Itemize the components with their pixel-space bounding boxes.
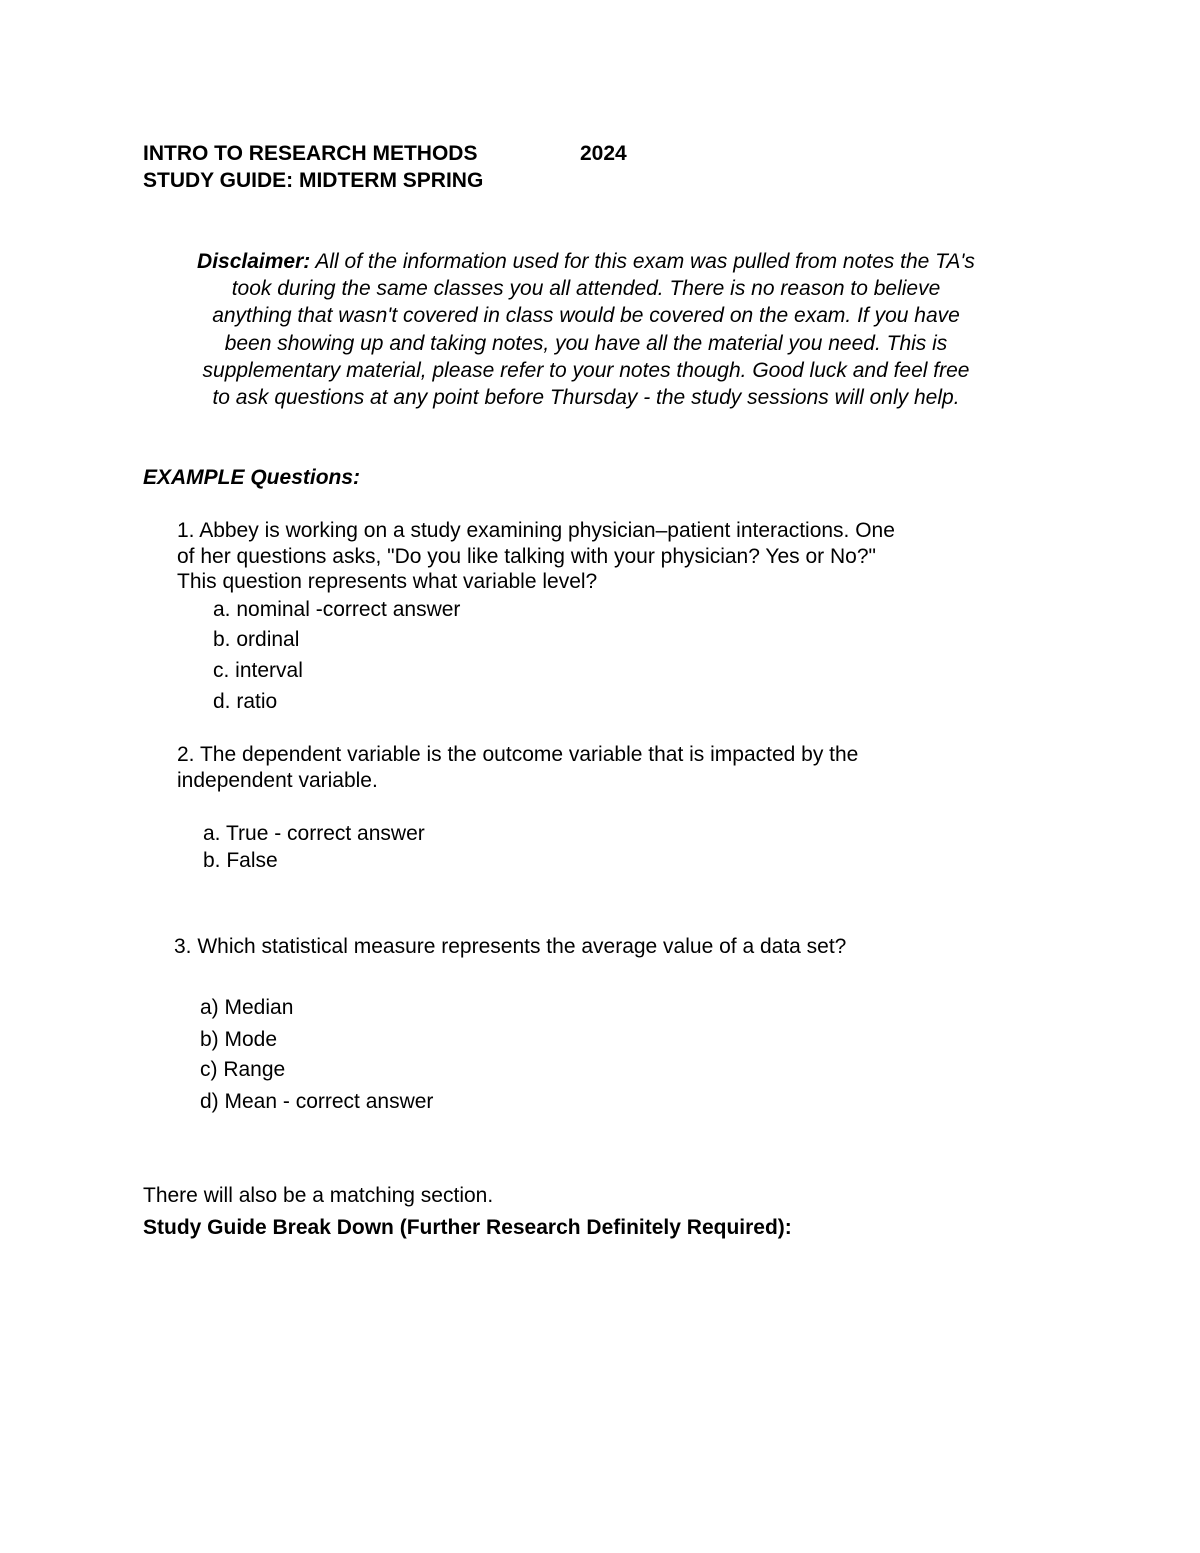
disclaimer-line-1 xyxy=(140,248,1032,275)
disclaimer-line-3: anything that wasn't covered in class would be covered on the exam. If you have xyxy=(212,304,960,328)
q3-option-a: a) Median xyxy=(200,996,294,1019)
q1-option-c: c. interval xyxy=(213,659,303,682)
question-1 xyxy=(177,518,895,595)
disclaimer xyxy=(140,248,1032,411)
disclaimer-line-2: took during the same classes you all attended. There is no reason to believe xyxy=(231,277,941,301)
course-year: 2024 xyxy=(580,142,627,165)
matching-note: There will also be a matching section. xyxy=(143,1184,494,1207)
q2-option-a: a. True - correct answer xyxy=(203,822,425,845)
question-3 xyxy=(174,934,846,960)
guide-subtitle: STUDY GUIDE: MIDTERM SPRING xyxy=(143,169,484,192)
question-3-line: 3. Which statistical measure represents the average value of a data set? xyxy=(174,935,847,958)
q1-option-b: b. ordinal xyxy=(213,628,300,651)
q3-option-b: b) Mode xyxy=(200,1028,278,1051)
question-2 xyxy=(177,742,858,793)
q1-option-d: d. ratio xyxy=(213,690,278,713)
question-1-line: 1. Abbey is working on a study examining physician–patient interactions. One xyxy=(177,519,895,542)
disclaimer-text: All of the information used for this exam was pulled from notes the TA's xyxy=(315,250,975,273)
examples-heading: EXAMPLE Questions: xyxy=(143,466,361,489)
disclaimer-line-5: supplementary material, please refer to your notes though. Good luck and feel free xyxy=(202,358,970,382)
question-1-line: This question represents what variable level? xyxy=(177,570,598,593)
question-2-line: independent variable. xyxy=(177,768,378,792)
question-2-line: 2. The dependent variable is the outcome variable that is impacted by the xyxy=(177,743,859,766)
disclaimer-label: Disclaimer: xyxy=(197,250,311,273)
q3-option-d: d) Mean - correct answer xyxy=(200,1090,434,1113)
disclaimer-line-6: to ask questions at any point before Thursday - the study sessions will only help. xyxy=(212,386,960,410)
q3-option-c: c) Range xyxy=(200,1058,286,1081)
question-1-line: of her questions asks, "Do you like talking with your physician? Yes or No?" xyxy=(177,544,876,568)
disclaimer-line-4: been showing up and taking notes, you have all the material you need. This is xyxy=(224,331,948,355)
q1-option-a: a. nominal -correct answer xyxy=(213,598,461,621)
q2-option-b: b. False xyxy=(203,849,278,872)
course-title: INTRO TO RESEARCH METHODS xyxy=(143,142,478,165)
breakdown-heading: Study Guide Break Down (Further Research Definitely Required): xyxy=(143,1216,792,1239)
